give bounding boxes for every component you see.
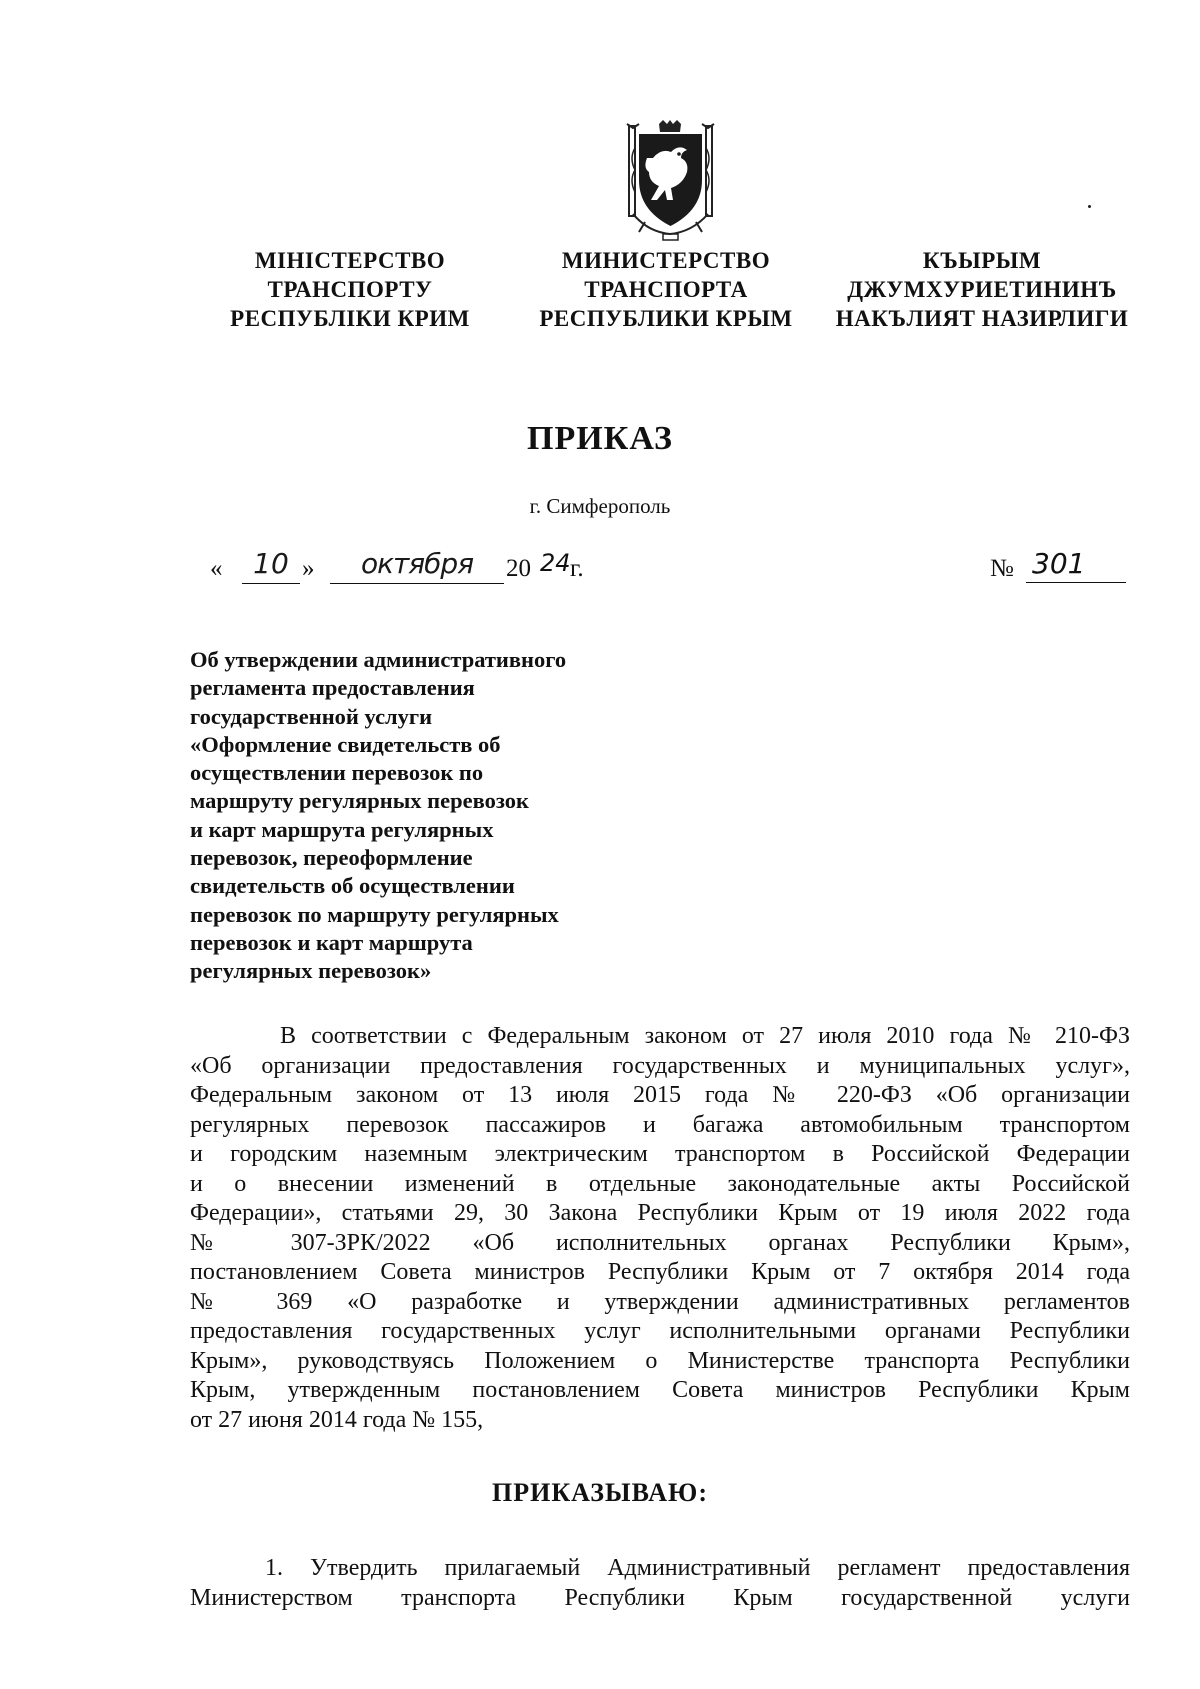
preamble-line: предоставления государственных услуг исполнительными органами Республики: [190, 1318, 1130, 1344]
subject-line: государственной услуги: [190, 703, 433, 729]
preamble-paragraph: [190, 1022, 1130, 1435]
date-year-suffix: г.: [570, 555, 584, 582]
subject-line: маршруту регулярных перевозок: [190, 788, 529, 814]
subject-line: перевозок, переоформление: [190, 845, 473, 871]
date-month-handwritten: октября: [330, 545, 504, 584]
point-line: Министерством транспорта Республики Крым государственной услуги: [190, 1585, 1130, 1611]
document-date: [210, 545, 630, 585]
subject-line: регулярных перевозок»: [190, 958, 432, 984]
preamble-line: Крым», руководствуясь Положением о Министерстве транспорта Республики: [190, 1347, 1130, 1374]
preamble-line: регулярных перевозок пассажиров и багажа автомобильным транспортом: [190, 1111, 1130, 1138]
header-line: РЕСПУБЛИКИ КРЫМ: [539, 306, 793, 331]
preamble-line: постановлением Совета министров Республики Крым от 7 октября 2014 года: [190, 1259, 1130, 1285]
order-point-1: [190, 1553, 1130, 1613]
subject-line: осуществлении перевозок по: [190, 760, 484, 786]
header-line: МИНИСТЕРСТВО: [561, 248, 771, 273]
subject-line: Об утверждении административного: [190, 647, 567, 672]
date-open-quote: «: [210, 555, 223, 582]
order-heading: ПРИКАЗЫВАЮ:: [492, 1478, 708, 1507]
header-line: КЪЫРЫМ: [922, 248, 1042, 273]
subject-line: и карт маршрута регулярных: [190, 816, 494, 842]
subject-line: «Оформление свидетельств об: [190, 731, 501, 757]
document-title: ПРИКАЗ: [527, 420, 673, 457]
preamble-line: и о внесении изменений в отдельные законодательные акты Российской: [190, 1170, 1130, 1197]
preamble-line: от 27 июня 2014 года № 155,: [190, 1406, 484, 1433]
crimea-coat-of-arms-icon: [623, 118, 718, 243]
preamble-line: Федерации», статьями 29, 30 Закона Республики Крым от 19 июля 2022 года: [190, 1200, 1130, 1226]
date-close-quote: »: [302, 555, 315, 582]
header-line: ТРАНСПОРТА: [584, 277, 748, 302]
document-number: [990, 545, 1130, 585]
scan-speck: [1088, 205, 1091, 208]
date-year-handwritten: 24: [540, 549, 571, 577]
document-city: г. Симферополь: [529, 494, 671, 518]
preamble-line: В соответствии с Федеральным законом от 27 июля 2010 года № 210-ФЗ: [280, 1023, 1130, 1049]
header-line: ТРАНСПОРТУ: [267, 277, 433, 302]
number-value-handwritten: 301: [1026, 545, 1126, 583]
document-subject: [190, 646, 710, 986]
preamble-line: Федеральным законом от 13 июля 2015 года № 220-ФЗ «Об организации: [190, 1082, 1130, 1108]
preamble-line: «Об организации предоставления государственных и муниципальных услуг»,: [190, 1052, 1130, 1079]
header-ministry-ukrainian: [200, 246, 500, 333]
header-line: МІНІСТЕРСТВО: [254, 248, 446, 273]
subject-line: перевозок по маршруту регулярных: [190, 901, 559, 927]
subject-line: регламента предоставления: [190, 675, 475, 701]
subject-line: свидетельств об осуществлении: [190, 873, 515, 899]
preamble-line: и городским наземным электрическим транспортом в Российской Федерации: [190, 1141, 1130, 1167]
preamble-line: Крым, утвержденным постановлением Совета министров Республики Крым: [190, 1377, 1130, 1403]
preamble-line: № 307-ЗРК/2022 «Об исполнительных органах Республики Крым»,: [190, 1229, 1130, 1256]
point-line: 1. Утвердить прилагаемый Административный регламент предоставления: [265, 1555, 1130, 1581]
header-line: НАКЪЛИЯТ НАЗИРЛИГИ: [835, 306, 1129, 331]
header-ministry-crimean-tatar: [822, 246, 1142, 333]
header-line: ДЖУМХУРИЕТИНИНЪ: [847, 277, 1117, 302]
number-sign: №: [990, 555, 1014, 582]
preamble-line: № 369 «О разработке и утверждении административных регламентов: [190, 1288, 1130, 1315]
date-year-prefix: 20: [506, 555, 531, 582]
header-line: РЕСПУБЛІКИ КРИМ: [230, 306, 470, 331]
date-day-handwritten: 10: [242, 545, 300, 584]
subject-line: перевозок и карт маршрута: [190, 929, 473, 955]
header-ministry-russian: [516, 246, 816, 333]
